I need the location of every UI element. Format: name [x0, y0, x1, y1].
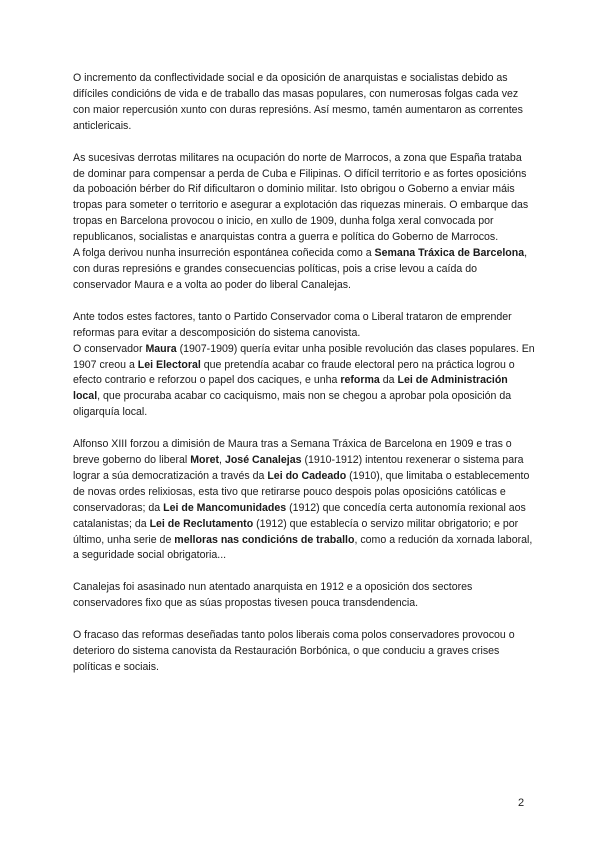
term-melloras-traballo: melloras nas condicións de traballo: [174, 533, 355, 546]
term-lei-administracion-local: Lei de Administración local: [73, 374, 508, 403]
paragraph-conclusion: O fracaso das reformas deseñadas tanto polos liberais coma polos conservadores provocou o deterioro do sistema canovista da Restauración Borbónica, o que conduciu a graves crises políticas e sociais.: [73, 629, 515, 673]
term-lei-reclutamento: Lei de Reclutamento: [149, 517, 254, 530]
term-maura: Maura: [145, 342, 177, 355]
paragraph-reforms-intro: Ante todos estes factores, tanto o Partido Conservador coma o Liberal trataron de emprender reformas para evitar a descomposición do sistema canovista.: [73, 310, 512, 339]
term-semana-traxica: Semana Tráxica de Barcelona: [374, 247, 525, 260]
term-lei-cadeado: Lei do Cadeado: [267, 469, 347, 482]
document-body: [73, 71, 535, 676]
paragraph-maura: O conservador Maura (1907-1909) quería evitar unha posible revolución das clases populares. En 1907 creou a Lei Electoral que pretendía acabar co fraude electoral pero na práctica logrou o efecto contrario e reforzou o papel dos caciques, e unha reforma da Lei de Administración local, que procuraba acabar co caciquismo, mais non se chegou a aprobar pola oposición da oligarquía local.: [73, 342, 535, 419]
term-jose-canalejas: José Canalejas: [224, 454, 302, 467]
paragraph-social-conflict: O incremento da conflectividade social e da oposición de anarquistas e socialistas debido as difíciles condicións de vida e de traballo das masas populares, con numerosas folgas cada vez con maior repercusión xunto con duras represións. Así mesmo, tamén aumentaron as correntes anticlericais.: [73, 72, 523, 132]
paragraph-semana-traxica: A folga derivou nunha insurreción espontánea coñecida como a Semana Tráxica de Barcelona, con duras represións e grandes consecuencias políticas, pois a crise levou a caída do conservador Maura e a volta ao poder do liberal Canalejas.: [73, 247, 528, 291]
paragraph-assassination: Canalejas foi asasinado nun atentado anarquista en 1912 e a oposición dos sectores conservadores fixo que as súas propostas tivesen pouca transdendencia.: [73, 581, 473, 610]
term-reforma: reforma: [340, 374, 380, 387]
term-lei-electoral: Lei Electoral: [137, 358, 201, 371]
page-number: 2: [518, 797, 525, 809]
paragraph-canalejas: Alfonso XIII forzou a dimisión de Maura tras a Semana Tráxica de Barcelona en 1909 e tras o breve goberno do liberal Moret, José Canalejas (1910-1912) intentou rexenerar o sistema para lograr a súa democratización a través da Lei do Cadeado (1910), que limitaba o establecemento de novas ordes relixiosas, esta tivo que retirarse pouco despois polas oposicións católicas e conservadoras; da Lei de Mancomunidades (1912) que concedía certa autonomía rexional aos catalanistas; da Lei de Reclutamento (1912) que establecía o servizo militar obrigatorio; e por último, unha serie de melloras nas condicións de traballo, como a redución da xornada laboral, a seguridade social obrigatoria...: [73, 438, 533, 562]
term-moret: Moret: [190, 454, 220, 467]
term-lei-mancomunidades: Lei de Mancomunidades: [163, 501, 287, 514]
paragraph-morocco: As sucesivas derrotas militares na ocupación do norte de Marrocos, a zona que España trataba de dominar para compensar a perda de Cuba e Filipinas. O difícil territorio e as fortes oposicións da poboación bérber do Rif dificultaron o dominio militar. Isto obrigou o Goberno a enviar máis tropas para someter o territorio e asegurar a explotación das riquezas minerais. O embarque das tropas en Barcelona provocou o inicio, en xullo de 1909, dunha folga xeral convocada por republicanos, socialistas e anarquistas contra a guerra e política do Goberno de Marrocos.: [73, 151, 529, 244]
